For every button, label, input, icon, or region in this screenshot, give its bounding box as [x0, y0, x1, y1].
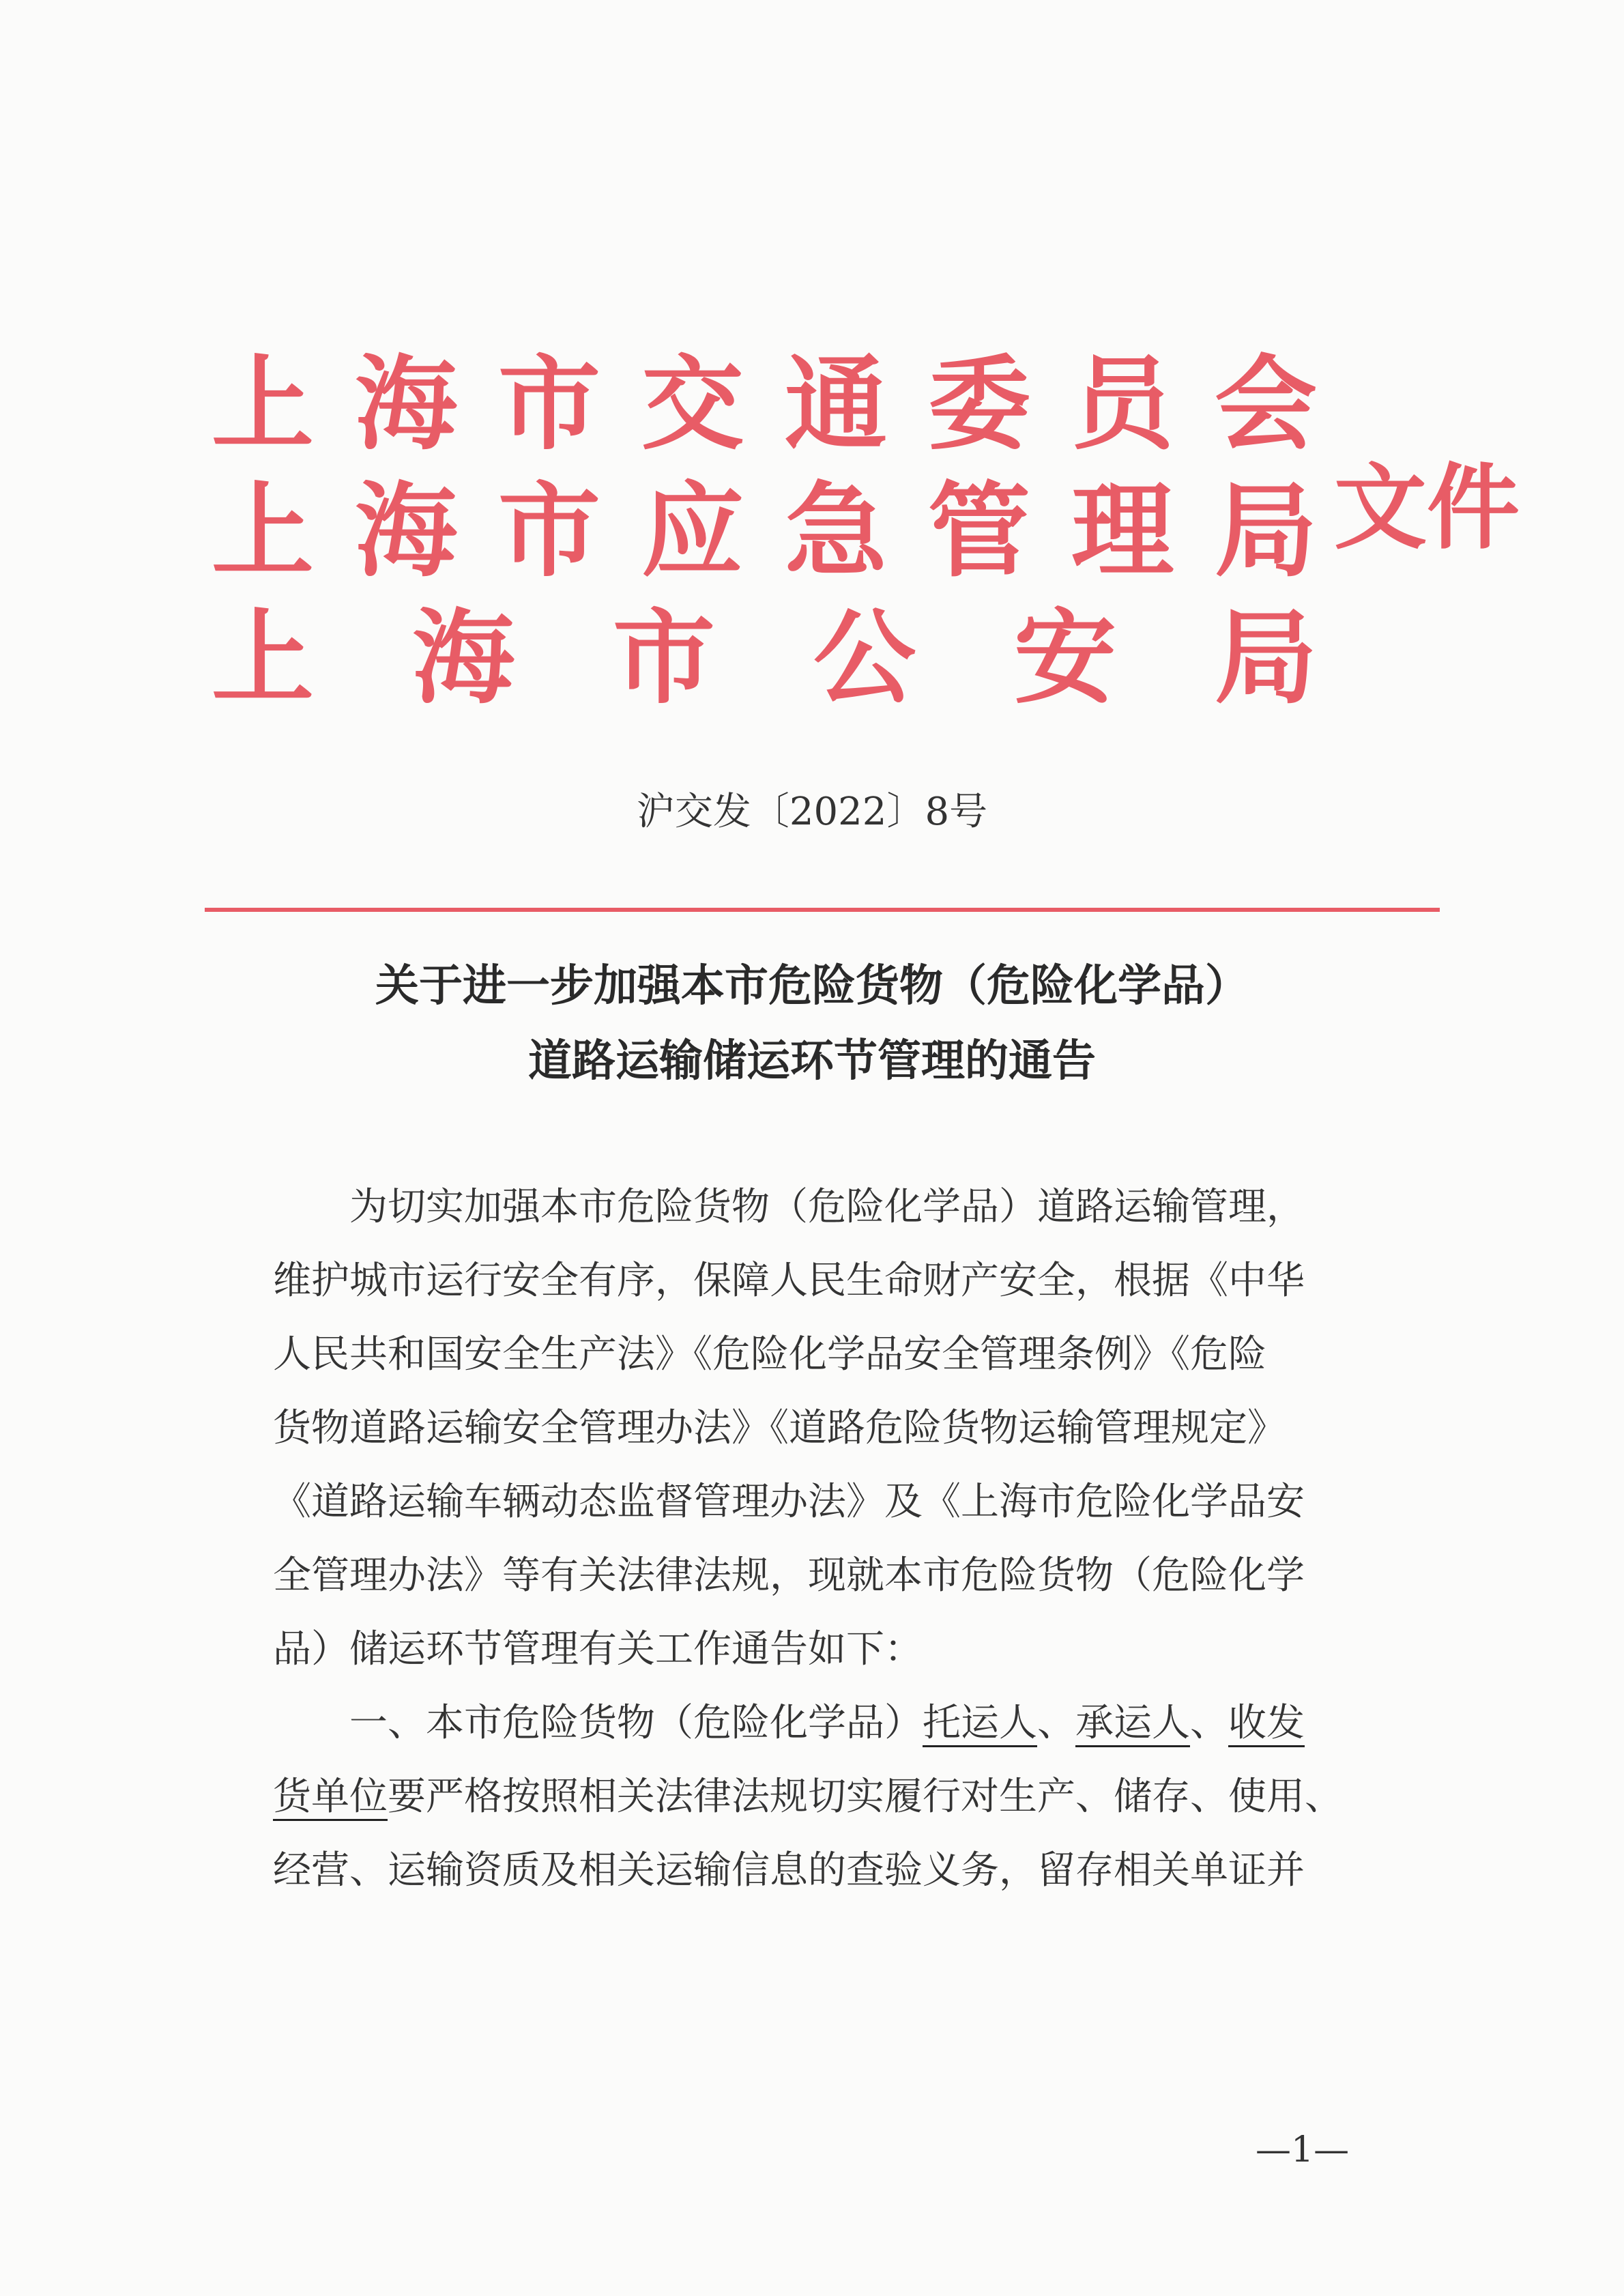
issuer-emergency-management-bureau: 上 海 市 应 急 管 理 局	[212, 472, 1318, 591]
red-divider-line	[205, 908, 1440, 912]
issuer-public-security-bureau: 上 海 市 公 安 局	[212, 599, 1318, 718]
document-body	[273, 1171, 1372, 1908]
body-line: 货单位要严格按照相关法律法规切实履行对生产、储存、使用、	[273, 1775, 1343, 1819]
title-line-1: 关于进一步加强本市危险货物（危险化学品）	[375, 961, 1249, 1011]
title-line-2: 道路运输储运环节管理的通告	[528, 1036, 1096, 1087]
issuing-authorities-header	[212, 341, 1520, 723]
page-number: —1—	[1256, 2129, 1350, 2170]
underlined-term-receiving: 收发	[1228, 1701, 1305, 1745]
body-line: 《道路运输车辆动态监督管理办法》及《上海市危险化学品安	[273, 1480, 1305, 1524]
document-number: 沪交发〔2022〕8号	[636, 790, 988, 834]
issuer-transport-commission: 上 海 市 交 通 委 员 会	[212, 345, 1318, 464]
body-line: 全管理办法》等有关法律法规，现就本市危险货物（危险化学	[273, 1553, 1305, 1598]
document-title	[0, 949, 1624, 1099]
issuer-names	[212, 341, 1317, 722]
body-line: 人民共和国安全生产法》《危险化学品安全管理条例》《危险	[273, 1332, 1266, 1377]
underlined-term-carrier: 承运人	[1075, 1701, 1190, 1745]
body-line: 货物道路运输安全管理办法》《道路危险货物运输管理规定》	[273, 1406, 1286, 1450]
underlined-term-units: 货单位	[273, 1775, 388, 1819]
body-line: 维护城市运行安全有序，保障人民生命财产安全，根据《中华	[273, 1259, 1305, 1303]
body-line: 经营、运输资质及相关运输信息的查验义务，留存相关单证并	[273, 1848, 1305, 1893]
document-suffix: 文件	[1334, 455, 1520, 562]
body-line: 一、本市危险货物（危险化学品）托运人、承运人、收发	[349, 1701, 1305, 1745]
body-line: 为切实加强本市危险货物（危险化学品）道路运输管理，	[349, 1185, 1305, 1229]
body-line: 品）储运环节管理有关工作通告如下：	[273, 1627, 923, 1671]
underlined-term-consignor: 托运人	[923, 1701, 1037, 1745]
